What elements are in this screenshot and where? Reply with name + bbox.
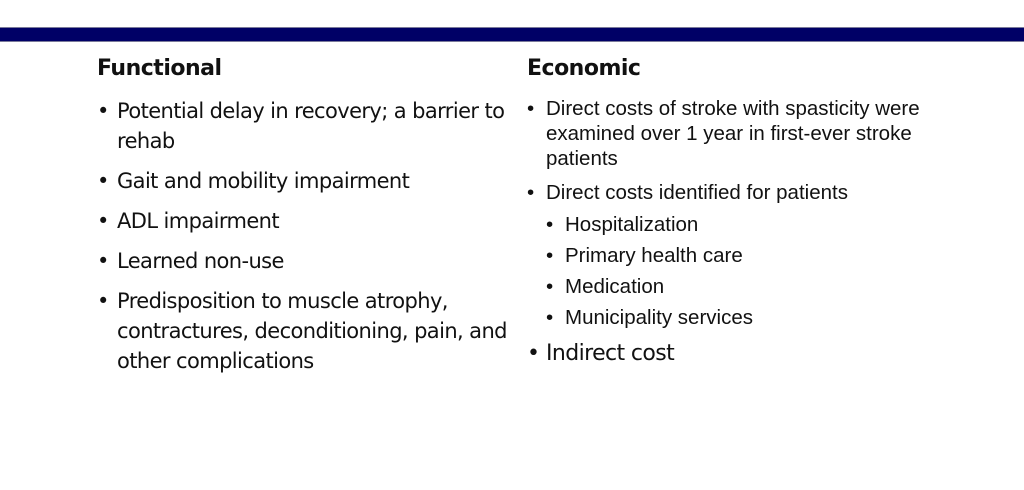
functional-list xyxy=(97,96,517,376)
bullet-icon: • xyxy=(97,169,109,193)
functional-column xyxy=(97,52,517,376)
list-item: • Direct costs of stroke with spasticity were examined over 1 year in first-ever stroke patients xyxy=(527,97,920,170)
list-item: • Potential delay in recovery; a barrier to rehab xyxy=(97,96,517,156)
bullet-icon: • xyxy=(546,275,554,298)
bullet-icon: • xyxy=(546,244,554,267)
list-item: • ADL impairment xyxy=(97,206,517,236)
list-item: • Learned non-use xyxy=(97,246,517,276)
sub-list-item: • Primary health care xyxy=(527,240,947,271)
direct-costs-sublist xyxy=(527,209,947,333)
economic-heading: Economic xyxy=(527,56,641,81)
bullet-icon: • xyxy=(97,209,109,233)
bullet-icon: • xyxy=(97,99,109,123)
bullet-icon: • xyxy=(546,213,554,236)
functional-heading: Functional xyxy=(97,56,222,81)
bullet-icon: • xyxy=(97,249,109,273)
bullet-icon: • xyxy=(97,289,109,313)
economic-list xyxy=(527,96,947,205)
economic-list-continued xyxy=(527,339,947,369)
list-item: • Indirect cost xyxy=(527,339,947,369)
economic-column xyxy=(527,52,947,369)
sub-list-item: • Medication xyxy=(527,271,947,302)
bullet-icon: • xyxy=(527,341,540,366)
title-bar-stripe xyxy=(0,27,1024,42)
bullet-icon: • xyxy=(527,181,535,204)
list-item: • Predisposition to muscle atrophy, contractures, deconditioning, pain, and other complications xyxy=(97,286,517,376)
bullet-icon: • xyxy=(527,97,535,120)
sub-list-item: • Hospitalization xyxy=(527,209,947,240)
bullet-icon: • xyxy=(546,306,554,329)
list-item: • Gait and mobility impairment xyxy=(97,166,517,196)
list-item: • Direct costs identified for patients xyxy=(527,181,848,204)
sub-list-item: • Municipality services xyxy=(527,302,947,333)
